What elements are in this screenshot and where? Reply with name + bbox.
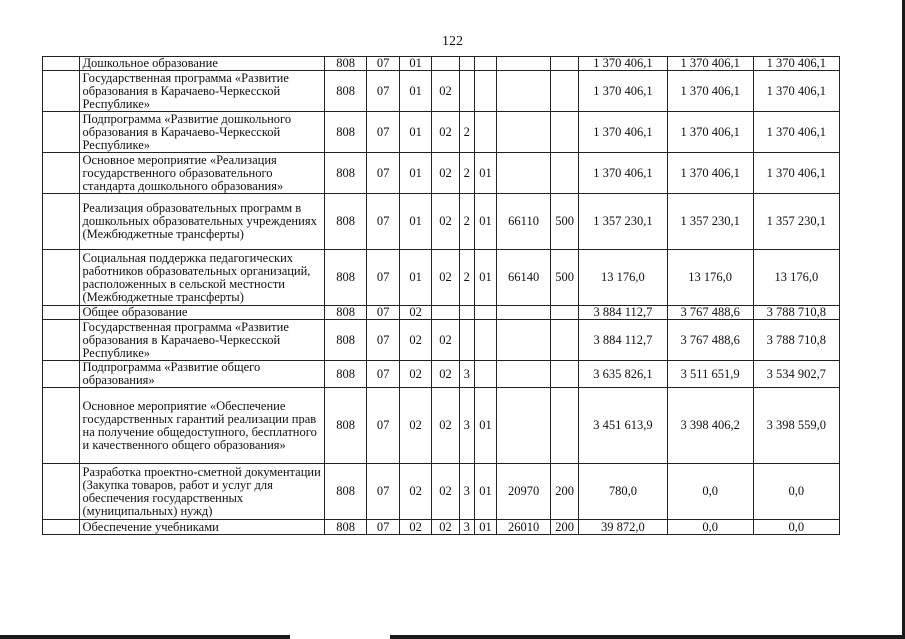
amount-cell: 3 451 613,9 [579,388,667,464]
amount-cell: 39 872,0 [579,520,667,535]
table-row [43,520,840,535]
code-cell: 808 [324,361,367,388]
amount-cell: 1 370 406,1 [667,57,753,71]
row-name: Основное мероприятие «Обеспечение государственных гарантий реализации прав на получение общедоступного, бесплатного и качественного общего образования» [79,388,324,464]
amount-cell: 1 370 406,1 [753,153,839,194]
code-cell: 26010 [497,520,551,535]
blank-cell [43,306,80,320]
code-cell: 07 [367,464,399,520]
amount-cell: 1 370 406,1 [753,112,839,153]
code-cell [432,57,459,71]
code-cell: 01 [399,194,431,250]
amount-cell: 3 788 710,8 [753,306,839,320]
code-cell: 200 [550,464,578,520]
code-cell: 07 [367,361,399,388]
code-cell: 3 [459,464,474,520]
code-cell: 07 [367,388,399,464]
code-cell: 200 [550,520,578,535]
blank-cell [43,194,80,250]
row-name: Основное мероприятие «Реализация государственного образовательного стандарта дошкольного образования» [79,153,324,194]
amount-cell: 3 398 406,2 [667,388,753,464]
code-cell: 02 [399,361,431,388]
table-row [43,112,840,153]
row-name: Разработка проектно-сметной документации (Закупка товаров, работ и услуг для обеспечения государственных (муниципальных) нужд) [79,464,324,520]
code-cell: 02 [432,320,459,361]
code-cell: 808 [324,520,367,535]
table-row [43,57,840,71]
amount-cell: 3 767 488,6 [667,320,753,361]
row-name: Обеспечение учебниками [79,520,324,535]
scan-edge-bottom-left [0,635,290,639]
code-cell: 07 [367,306,399,320]
blank-cell [43,250,80,306]
table-row [43,464,840,520]
amount-cell: 0,0 [753,520,839,535]
row-name: Подпрограмма «Развитие дошкольного образования в Карачаево-Черкесской Республике» [79,112,324,153]
code-cell [497,71,551,112]
table-row [43,71,840,112]
code-cell: 01 [474,194,496,250]
code-cell: 808 [324,194,367,250]
code-cell: 01 [399,250,431,306]
code-cell: 01 [474,464,496,520]
code-cell: 3 [459,388,474,464]
amount-cell: 1 370 406,1 [667,153,753,194]
code-cell: 808 [324,388,367,464]
code-cell: 01 [399,153,431,194]
code-cell [497,320,551,361]
amount-cell: 1 370 406,1 [579,71,667,112]
table-row [43,306,840,320]
code-cell: 02 [432,194,459,250]
blank-cell [43,112,80,153]
table-row [43,361,840,388]
amount-cell: 13 176,0 [579,250,667,306]
amount-cell: 0,0 [667,464,753,520]
code-cell: 02 [399,306,431,320]
code-cell: 02 [432,388,459,464]
code-cell: 3 [459,361,474,388]
blank-cell [43,320,80,361]
amount-cell: 3 511 651,9 [667,361,753,388]
code-cell: 02 [432,250,459,306]
amount-cell: 1 357 230,1 [579,194,667,250]
code-cell: 808 [324,250,367,306]
amount-cell: 3 884 112,7 [579,320,667,361]
code-cell [432,306,459,320]
table-row [43,388,840,464]
code-cell: 07 [367,520,399,535]
amount-cell: 0,0 [753,464,839,520]
table-row [43,153,840,194]
code-cell: 808 [324,57,367,71]
code-cell: 02 [399,388,431,464]
amount-cell: 13 176,0 [667,250,753,306]
scan-edge-bottom-right [390,635,905,639]
code-cell: 07 [367,194,399,250]
amount-cell: 1 357 230,1 [667,194,753,250]
blank-cell [43,71,80,112]
code-cell [550,361,578,388]
code-cell [474,112,496,153]
code-cell [550,112,578,153]
amount-cell: 1 370 406,1 [667,71,753,112]
code-cell: 01 [474,520,496,535]
amount-cell: 780,0 [579,464,667,520]
code-cell [550,153,578,194]
code-cell: 2 [459,153,474,194]
code-cell: 01 [399,112,431,153]
amount-cell: 1 370 406,1 [579,153,667,194]
blank-cell [43,153,80,194]
row-name: Социальная поддержка педагогических работников образовательных организаций, расположенных в сельской местности (Межбюджетные трансферты) [79,250,324,306]
amount-cell: 1 370 406,1 [753,71,839,112]
code-cell: 02 [432,520,459,535]
amount-cell: 1 370 406,1 [753,57,839,71]
code-cell: 808 [324,112,367,153]
amount-cell: 1 357 230,1 [753,194,839,250]
code-cell: 808 [324,306,367,320]
code-cell: 808 [324,464,367,520]
row-name: Подпрограмма «Развитие общего образования» [79,361,324,388]
blank-cell [43,520,80,535]
code-cell [497,306,551,320]
code-cell [497,112,551,153]
code-cell [497,361,551,388]
code-cell [459,71,474,112]
code-cell: 07 [367,250,399,306]
amount-cell: 1 370 406,1 [579,57,667,71]
code-cell: 07 [367,57,399,71]
code-cell: 02 [432,71,459,112]
code-cell: 01 [474,250,496,306]
code-cell [474,306,496,320]
row-name: Общее образование [79,306,324,320]
code-cell: 66110 [497,194,551,250]
code-cell: 02 [432,361,459,388]
code-cell: 01 [399,71,431,112]
code-cell [459,320,474,361]
code-cell: 2 [459,194,474,250]
code-cell [497,388,551,464]
amount-cell: 3 534 902,7 [753,361,839,388]
code-cell [474,57,496,71]
code-cell [459,57,474,71]
code-cell: 01 [399,57,431,71]
code-cell [474,320,496,361]
blank-cell [43,361,80,388]
code-cell [497,153,551,194]
code-cell: 07 [367,320,399,361]
code-cell: 808 [324,71,367,112]
code-cell: 20970 [497,464,551,520]
code-cell: 01 [474,153,496,194]
amount-cell: 3 767 488,6 [667,306,753,320]
amount-cell: 3 884 112,7 [579,306,667,320]
code-cell: 01 [474,388,496,464]
code-cell [550,306,578,320]
code-cell [474,71,496,112]
amount-cell: 3 788 710,8 [753,320,839,361]
blank-cell [43,464,80,520]
code-cell: 2 [459,112,474,153]
code-cell: 808 [324,320,367,361]
code-cell: 2 [459,250,474,306]
code-cell: 02 [399,464,431,520]
table-row [43,194,840,250]
row-name: Реализация образовательных программ в дошкольных образовательных учреждениях (Межбюджетные трансферты) [79,194,324,250]
code-cell [459,306,474,320]
code-cell: 02 [432,464,459,520]
table-row [43,250,840,306]
code-cell: 66140 [497,250,551,306]
amount-cell: 1 370 406,1 [579,112,667,153]
code-cell: 02 [432,153,459,194]
code-cell [550,57,578,71]
code-cell [550,320,578,361]
code-cell: 07 [367,112,399,153]
code-cell: 02 [399,320,431,361]
code-cell [550,71,578,112]
code-cell: 07 [367,71,399,112]
code-cell: 3 [459,520,474,535]
code-cell: 500 [550,250,578,306]
budget-table [42,56,840,535]
table-row [43,320,840,361]
amount-cell: 0,0 [667,520,753,535]
amount-cell: 13 176,0 [753,250,839,306]
amount-cell: 1 370 406,1 [667,112,753,153]
code-cell: 808 [324,153,367,194]
code-cell [550,388,578,464]
page-number: 122 [442,34,463,49]
row-name: Государственная программа «Развитие образования в Карачаево-Черкесской Республике» [79,320,324,361]
blank-cell [43,57,80,71]
amount-cell: 3 635 826,1 [579,361,667,388]
code-cell [474,361,496,388]
code-cell: 07 [367,153,399,194]
code-cell: 02 [432,112,459,153]
code-cell: 02 [399,520,431,535]
amount-cell: 3 398 559,0 [753,388,839,464]
code-cell: 500 [550,194,578,250]
code-cell [497,57,551,71]
row-name: Государственная программа «Развитие образования в Карачаево-Черкесской Республике» [79,71,324,112]
blank-cell [43,388,80,464]
row-name: Дошкольное образование [79,57,324,71]
